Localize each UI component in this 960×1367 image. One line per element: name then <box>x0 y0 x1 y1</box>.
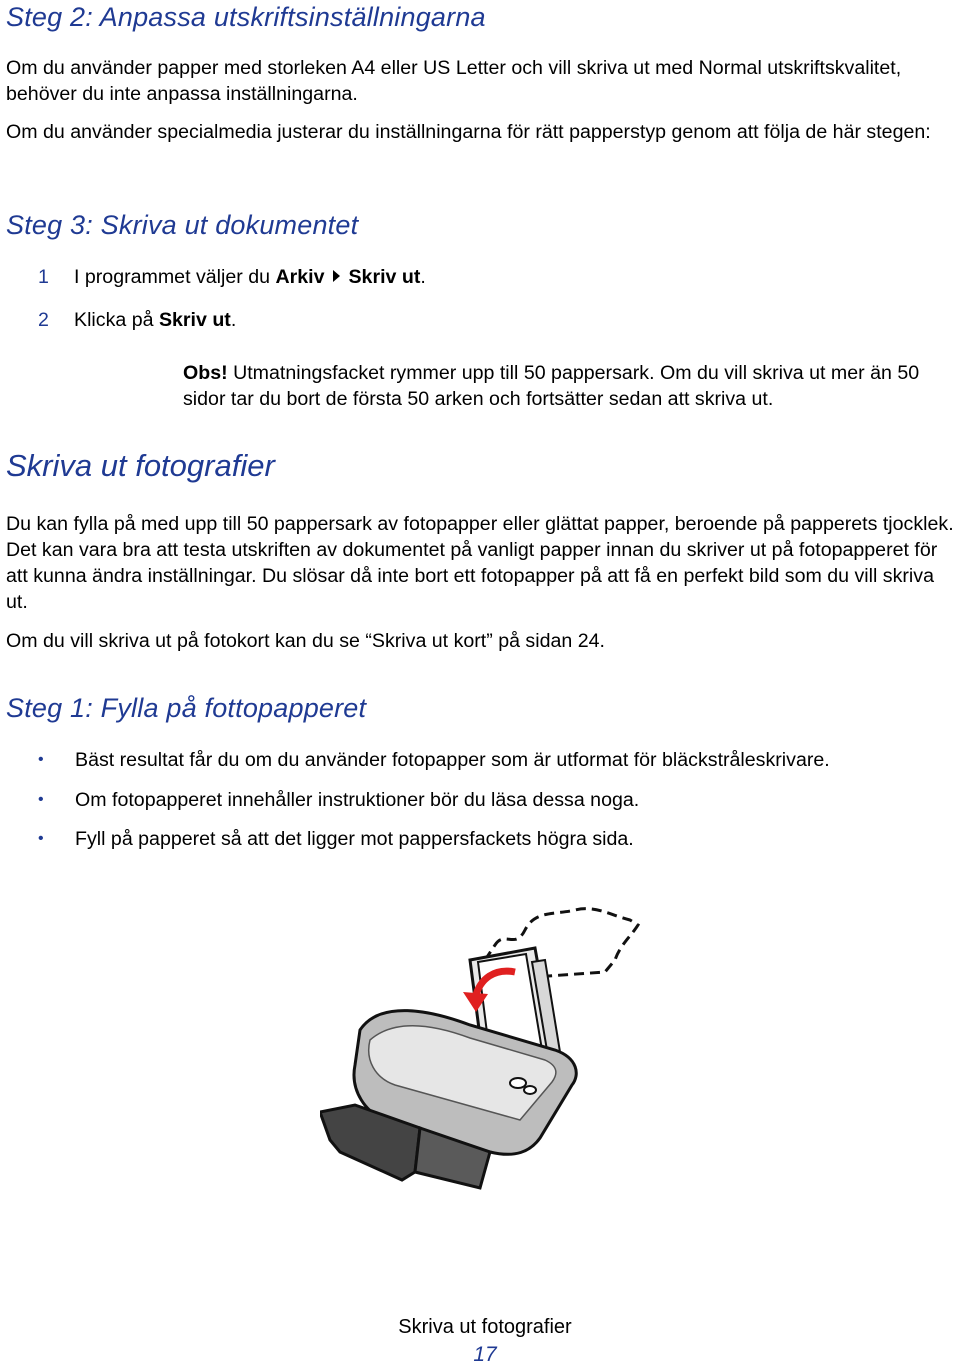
bullet-text: Om fotopapperet innehåller instruktioner bör du läsa dessa noga. <box>75 789 640 811</box>
heading-steg-1: Steg 1: Fylla på fottopapperet <box>6 693 367 723</box>
button-skriv-ut: Skriv ut <box>158 309 231 331</box>
step-end: . <box>230 309 237 331</box>
step-text: I programmet väljer du <box>74 266 276 288</box>
bullet-item <box>38 747 830 773</box>
menu-arrow-icon <box>333 270 340 282</box>
step-number: 1 <box>38 266 49 288</box>
note-text: Utmatningsfacket rymmer upp till 50 pappersark. Om du vill skriva ut mer än 50 sidor tar du bort de första 50 arken och fortsätter sedan att skriva ut. <box>183 362 920 410</box>
footer-title: Skriva ut fotografier <box>398 1316 572 1338</box>
paragraph-special-media: Om du använder specialmedia justerar du inställningarna för rätt papperstyp genom att följa de här stegen: <box>6 121 931 143</box>
menu-arkiv: Arkiv <box>275 266 325 288</box>
step-text: Klicka på <box>74 309 159 331</box>
step-end: . <box>420 266 426 288</box>
bullet-text: Fyll på papperet så att det ligger mot pappersfackets högra sida. <box>75 828 634 850</box>
paragraph-photo-cards: Om du vill skriva ut på fotokort kan du se “Skriva ut kort” på sidan 24. <box>6 630 605 652</box>
heading-steg-3: Steg 3: Skriva ut dokumentet <box>6 210 359 240</box>
printer-button-icon <box>524 1086 536 1094</box>
bullet-item <box>38 787 639 813</box>
heading-skriva-ut-fotografier: Skriva ut fotografier <box>6 448 275 483</box>
printer-loading-illustration <box>320 890 650 1190</box>
paragraph-normal-quality: Om du använder papper med storleken A4 eller US Letter och vill skriva ut med Normal utskriftskvalitet, behöver du inte anpassa inställningarna. <box>6 57 902 105</box>
step-1 <box>38 264 426 290</box>
bullet-icon: • <box>38 830 44 847</box>
bullet-icon: • <box>38 751 44 768</box>
bullet-item <box>38 826 634 852</box>
step-number: 2 <box>38 309 49 331</box>
step-2 <box>38 307 236 333</box>
heading-steg-2: Steg 2: Anpassa utskriftsinställningarna <box>6 2 486 32</box>
page-number: 17 <box>473 1343 497 1366</box>
menu-skriv-ut: Skriv ut <box>348 266 421 288</box>
note <box>183 360 943 412</box>
bullet-icon: • <box>38 791 44 808</box>
note-label: Obs! <box>183 362 228 384</box>
printer-button-icon <box>510 1078 526 1088</box>
paragraph-photo-paper: Du kan fylla på med upp till 50 pappersark av fotopapper eller glättat papper, beroende på papperets tjocklek. Det kan vara bra att testa utskriften av dokumentet på vanligt papper innan du skriver ut på fotopapperet för att kunna ändra inställningar. Du slösar då inte bort ett fotopapper på att få en perfekt bild som du vill skriva ut. <box>6 513 954 613</box>
bullet-text: Bäst resultat får du om du använder fotopapper som är utformat för bläckstråleskrivare. <box>75 749 830 771</box>
